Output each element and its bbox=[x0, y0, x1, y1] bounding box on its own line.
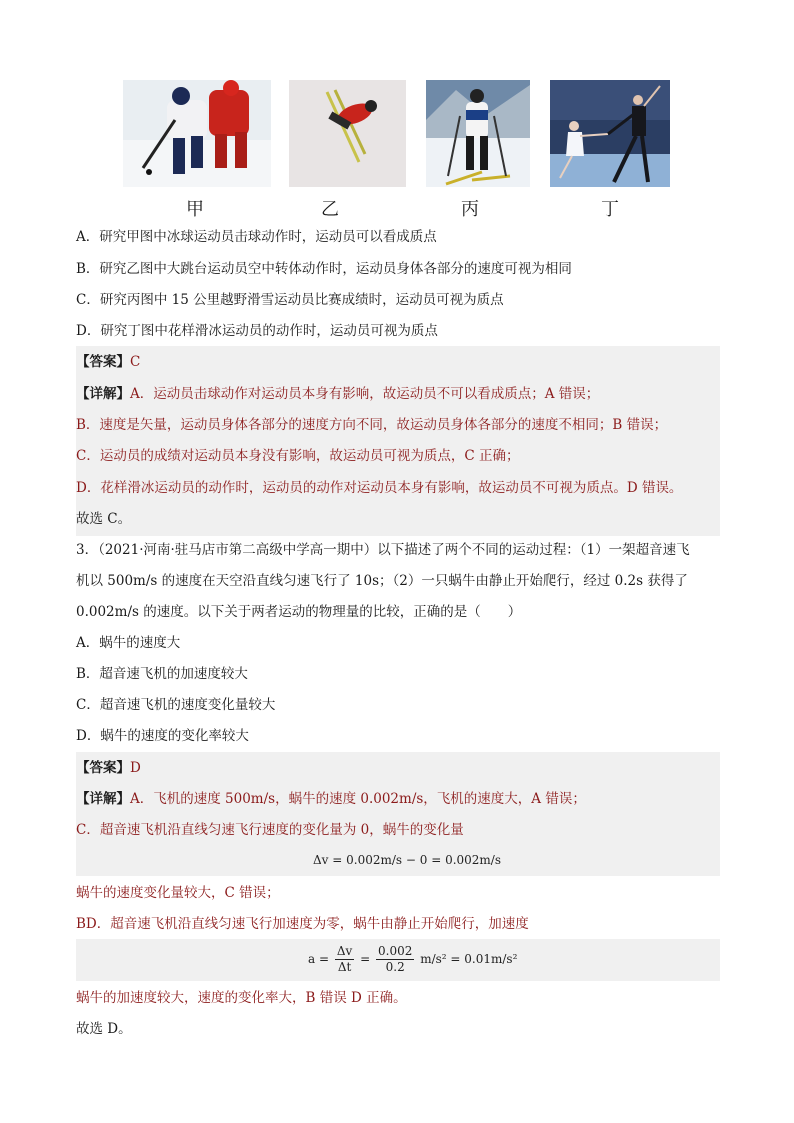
q3-stem-line-1: 3．（2021·河南·驻马店市第二高级中学高一期中）以下描述了两个不同的运动过程：（1）一架超音速飞 bbox=[76, 542, 690, 558]
q2-conclusion: 故选 C。 bbox=[76, 511, 132, 527]
formula-equals: = bbox=[360, 952, 371, 966]
detail-text: A．飞机的速度 500m/s，蜗牛的速度 0.002m/s，飞机的速度大，A 错误； bbox=[130, 791, 586, 807]
photo-ice-hockey bbox=[123, 80, 271, 187]
q2-option-a: A．研究甲图中冰球运动员击球动作时，运动员可以看成质点 bbox=[76, 229, 437, 245]
fraction-values bbox=[376, 944, 414, 975]
q3-conclusion: 故选 D。 bbox=[76, 1021, 132, 1037]
formula-lhs: a = bbox=[308, 952, 330, 966]
q3-detail-bd: BD．超音速飞机沿直线匀速飞行加速度为零，蜗牛由静止开始爬行，加速度 bbox=[76, 916, 529, 932]
detail-text: A．运动员击球动作对运动员本身有影响，故运动员不可以看成质点；A 错误； bbox=[130, 386, 600, 402]
fraction-denominator: Δt bbox=[337, 960, 352, 974]
q3-option-a: A．蜗牛的速度大 bbox=[76, 635, 181, 651]
q3-stem-line-2: 机以 500m/s 的速度在天空沿直线匀速飞行了 10s；（2）一只蜗牛由静止开始爬行，经过 0.2s 获得了 bbox=[76, 573, 688, 589]
q2-answer bbox=[76, 352, 140, 372]
q3-answer bbox=[76, 758, 141, 778]
q3-after-formula-1: 蜗牛的速度变化量较大，C 错误； bbox=[76, 885, 280, 901]
caption-bing: 丙 bbox=[461, 199, 479, 220]
q2-detail-c: C．运动员的成绩对运动员本身没有影响，故运动员可视为质点，C 正确； bbox=[76, 448, 520, 464]
q2-answer-block bbox=[76, 346, 720, 536]
photo-cross-country-ski bbox=[426, 80, 530, 187]
formula-rhs: m/s² = 0.01m/s² bbox=[420, 952, 518, 966]
answer-value: C bbox=[130, 354, 141, 370]
q2-detail-d: D．花样滑冰运动员的动作时，运动员的动作对运动员本身有影响，故运动员不可视为质点。D 错误。 bbox=[76, 480, 683, 496]
q3-option-d: D．蜗牛的速度的变化率较大 bbox=[76, 728, 249, 744]
q2-option-d: D．研究丁图中花样滑冰运动员的动作时，运动员可视为质点 bbox=[76, 323, 438, 339]
q3-after-formula-2: 蜗牛的加速度较大，速度的变化率大，B 错误 D 正确。 bbox=[76, 990, 407, 1006]
q2-option-b: B．研究乙图中大跳台运动员空中转体动作时，运动员身体各部分的速度可视为相同 bbox=[76, 261, 572, 277]
formula-acceleration bbox=[308, 944, 517, 975]
caption-ding: 丁 bbox=[601, 199, 619, 220]
caption-jia: 甲 bbox=[186, 199, 204, 220]
q3-option-b: B．超音速飞机的加速度较大 bbox=[76, 666, 248, 682]
q2-detail-a bbox=[76, 384, 599, 404]
answer-label: 【答案】 bbox=[76, 760, 130, 776]
fraction-dv-dt bbox=[335, 944, 354, 975]
photo-figure-skating bbox=[550, 80, 670, 187]
formula-delta-v: Δv = 0.002m/s − 0 = 0.002m/s bbox=[313, 853, 501, 867]
detail-label: 【详解】 bbox=[76, 791, 130, 807]
q3-detail-a bbox=[76, 789, 586, 809]
q3-option-c: C．超音速飞机的速度变化量较大 bbox=[76, 697, 276, 713]
fraction-denominator: 0.2 bbox=[385, 960, 405, 974]
fraction-numerator: Δv bbox=[336, 944, 353, 958]
answer-value: D bbox=[130, 760, 141, 776]
answer-label: 【答案】 bbox=[76, 354, 130, 370]
caption-yi: 乙 bbox=[321, 199, 339, 220]
q2-detail-b: B．速度是矢量，运动员身体各部分的速度方向不同，故运动员身体各部分的速度不相同；B 错误； bbox=[76, 417, 668, 433]
q3-stem-line-3: 0.002m/s 的速度。以下关于两者运动的物理量的比较，正确的是（ ） bbox=[76, 604, 522, 620]
q3-detail-c: C．超音速飞机沿直线匀速飞行速度的变化量为 0，蜗牛的变化量 bbox=[76, 822, 464, 838]
fraction-numerator: 0.002 bbox=[378, 944, 413, 958]
photo-big-air-ski bbox=[289, 80, 406, 187]
q2-option-c: C．研究丙图中 15 公里越野滑雪运动员比赛成绩时，运动员可视为质点 bbox=[76, 292, 504, 308]
detail-label: 【详解】 bbox=[76, 386, 130, 402]
